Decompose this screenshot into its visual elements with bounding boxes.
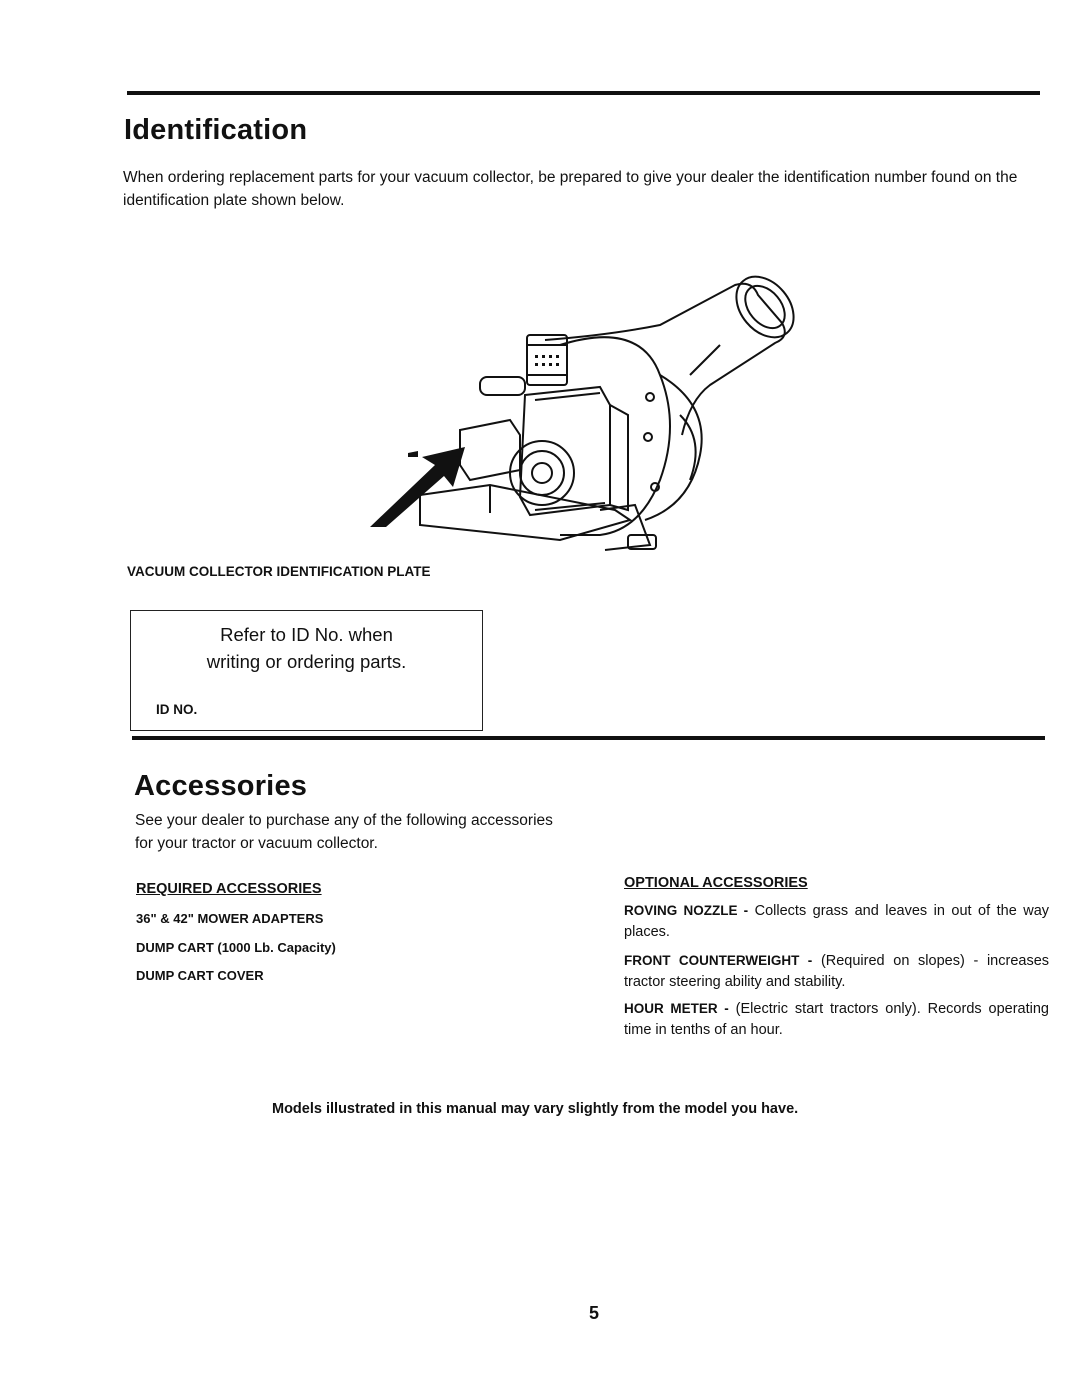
models-note: Models illustrated in this manual may vary slightly from the model you have. xyxy=(272,1101,799,1117)
front-counterweight-name: FRONT COUNTERWEIGHT - xyxy=(624,953,813,968)
hour-meter-name: HOUR METER - xyxy=(624,1001,729,1016)
roving-nozzle-desc: Collects grass and leaves in out of the way places. xyxy=(624,903,1050,940)
required-item-dump-cart-cover: DUMP CART COVER xyxy=(136,968,264,983)
accessories-heading: Accessories xyxy=(134,770,308,802)
required-accessories-title: REQUIRED ACCESSORIES xyxy=(136,881,322,897)
roving-nozzle-name: ROVING NOZZLE - xyxy=(624,903,749,918)
top-rule xyxy=(127,91,1040,95)
optional-accessories-title: OPTIONAL ACCESSORIES xyxy=(624,875,808,891)
front-counterweight-desc: (Required on slopes) - increases tractor steering ability and stability. xyxy=(624,953,1050,990)
optional-item-front-counterweight xyxy=(624,950,1049,993)
required-item-mower-adapters: 36" & 42" MOWER ADAPTERS xyxy=(136,911,324,926)
id-box-line-2: writing or ordering parts. xyxy=(206,651,407,672)
vacuum-collector-illustration xyxy=(360,265,830,565)
identification-heading: Identification xyxy=(124,114,308,146)
accessories-intro: See your dealer to purchase any of the following accessories for your tractor or vacuum collector. xyxy=(135,812,553,852)
id-number-box xyxy=(130,610,483,731)
optional-item-roving-nozzle xyxy=(624,900,1049,943)
accessories-rule xyxy=(132,736,1045,740)
optional-item-hour-meter xyxy=(624,998,1049,1041)
page-number: 5 xyxy=(589,1303,600,1323)
hour-meter-desc: (Electric start tractors only). Records operating time in tenths of an hour. xyxy=(624,1001,1049,1038)
identification-intro: When ordering replacement parts for your vacuum collector, be prepared to give your dealer the identification number found on the identification plate shown below. xyxy=(123,169,1018,209)
figure-caption: VACUUM COLLECTOR IDENTIFICATION PLATE xyxy=(127,564,431,579)
required-item-dump-cart: DUMP CART (1000 Lb. Capacity) xyxy=(136,940,336,955)
id-number-label: ID NO. xyxy=(156,702,198,717)
id-box-line-1: Refer to ID No. when xyxy=(220,624,393,645)
